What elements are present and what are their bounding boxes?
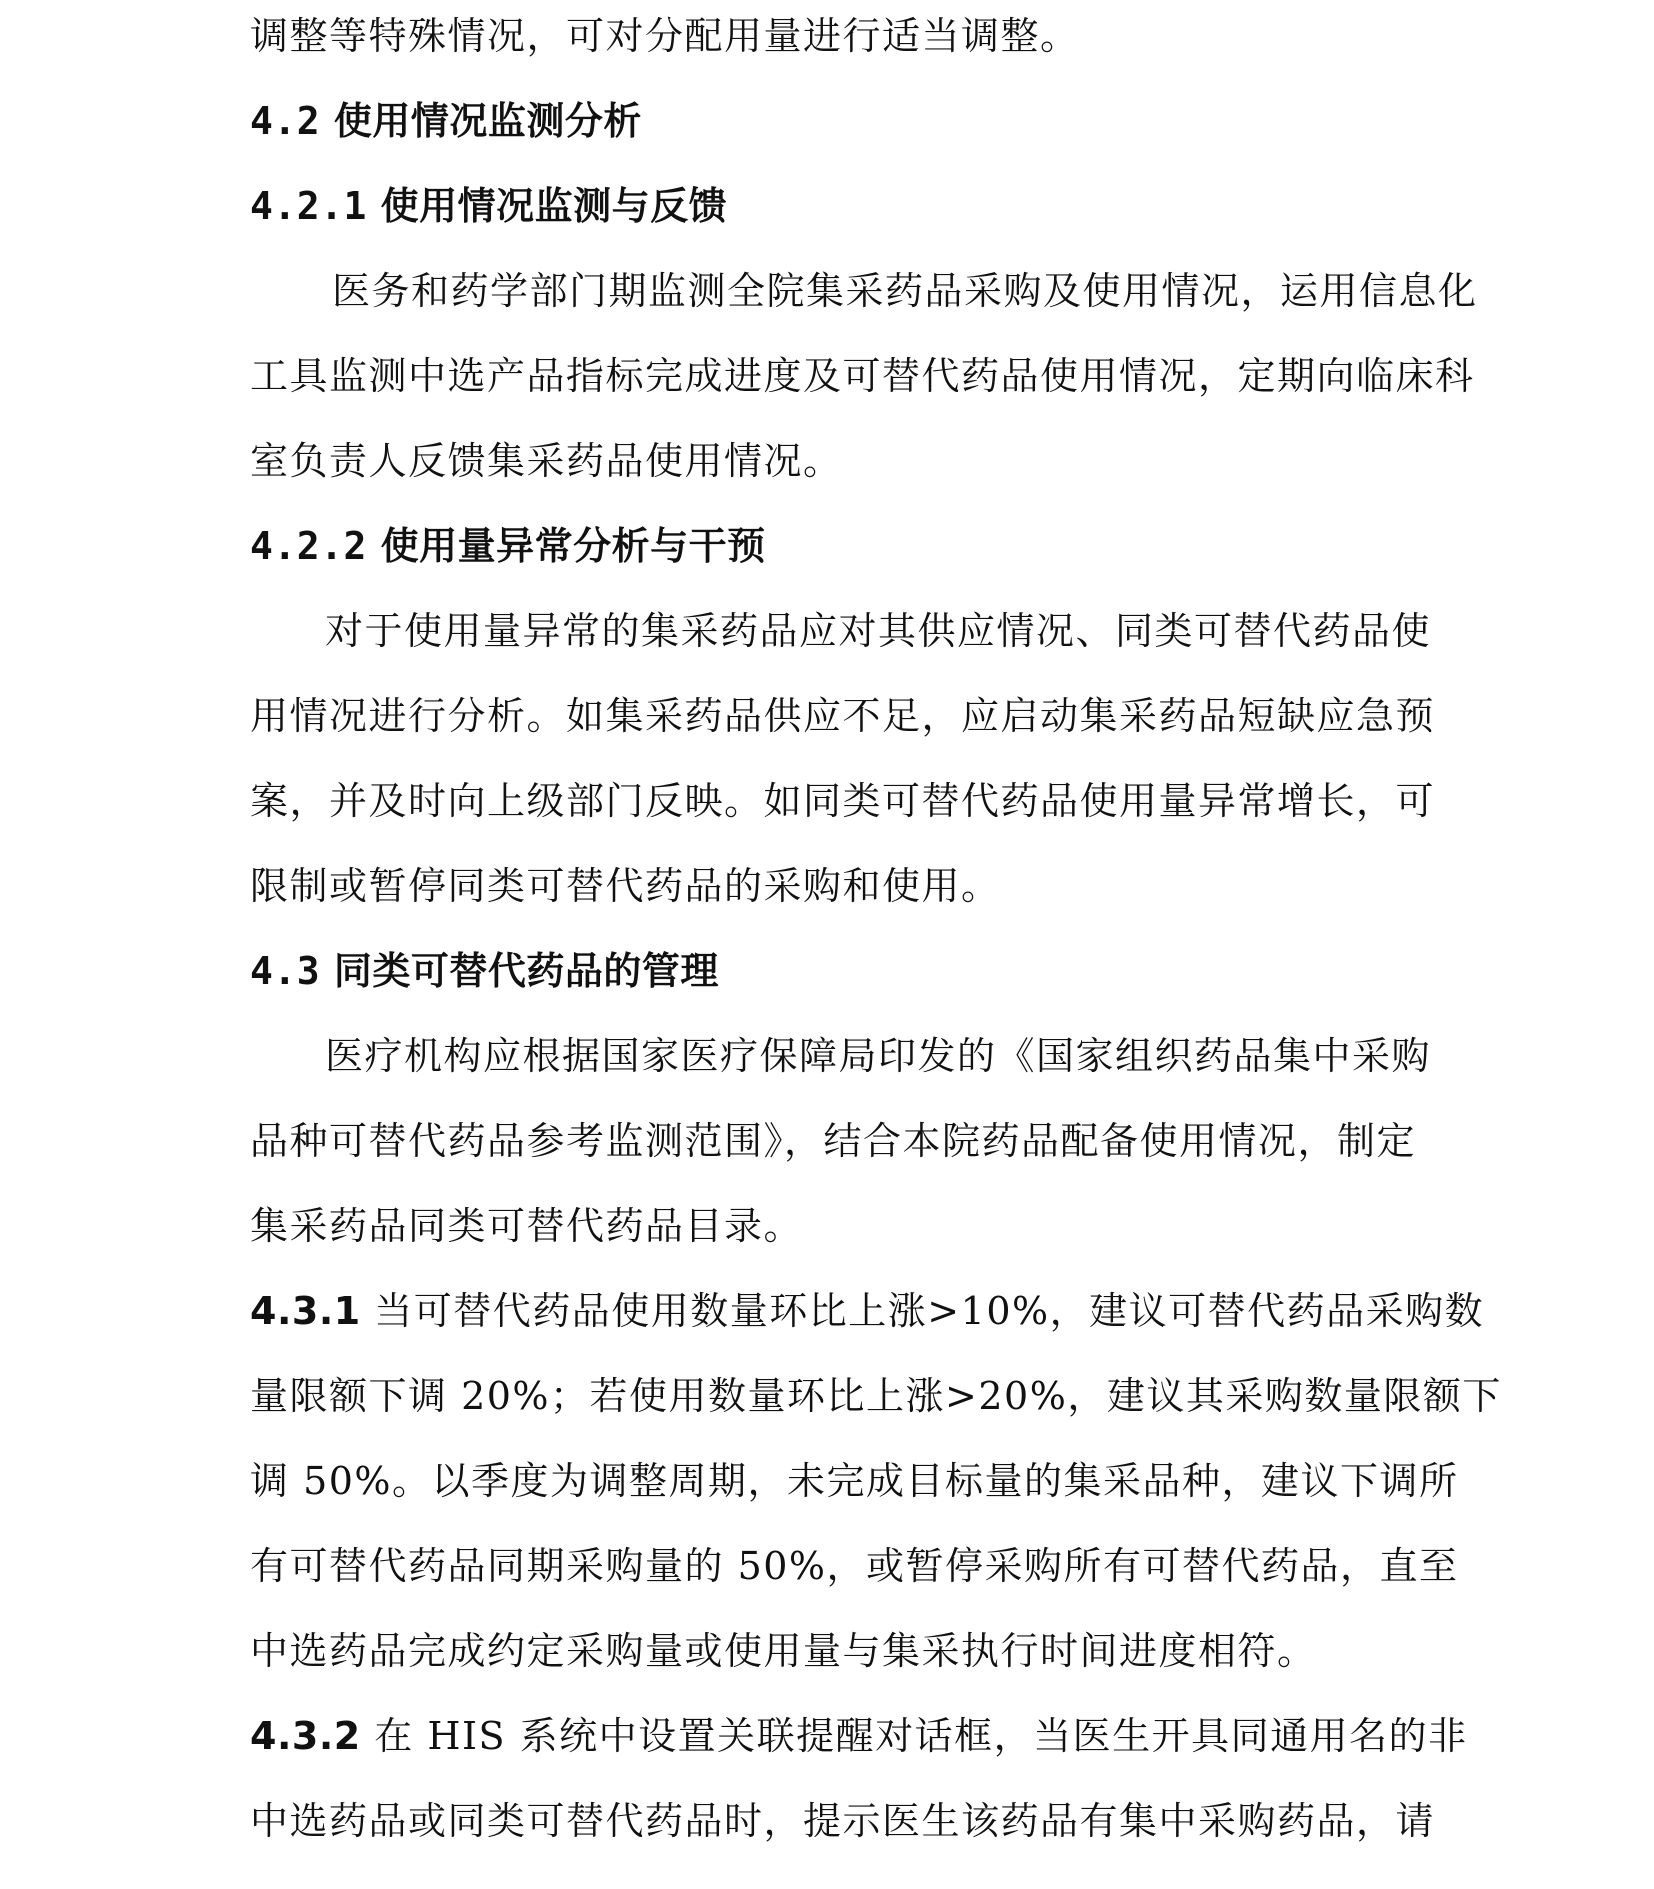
paragraph-line: 对于使用量异常的集采药品应对其供应情况、同类可替代药品使 (325, 609, 1432, 653)
section-number: 4.2.2 (250, 524, 367, 568)
clause-text: 在 HIS 系统中设置关联提醒对话框，当医生开具同通用名的非 (374, 1714, 1468, 1758)
subsection-heading (250, 183, 727, 229)
section-number: 4.2 (250, 99, 321, 143)
paragraph-line: 调整等特殊情况，可对分配用量进行适当调整。 (250, 14, 1080, 58)
paragraph-line: 品种可替代药品参考监测范围》，结合本院药品配备使用情况，制定 (250, 1119, 1417, 1163)
paragraph-line: 量限额下调 20%；若使用数量环比上涨>20%，建议其采购数量限额下 (250, 1374, 1502, 1418)
clause-number: 4.3.1 (250, 1289, 361, 1333)
paragraph-line: 限制或暂停同类可替代药品的采购和使用。 (250, 864, 1001, 908)
paragraph-line: 调 50%。以季度为调整周期，未完成目标量的集采品种，建议下调所 (250, 1459, 1459, 1503)
section-heading (250, 98, 642, 144)
subsection-heading (250, 523, 766, 569)
paragraph-line: 中选药品完成约定采购量或使用量与集采执行时间进度相符。 (250, 1629, 1317, 1673)
paragraph-line: 用情况进行分析。如集采药品供应不足，应启动集采药品短缺应急预 (250, 694, 1436, 738)
section-number: 4.3 (250, 949, 321, 993)
paragraph-line: 中选药品或同类可替代药品时，提示医生该药品有集中采购药品，请 (250, 1799, 1436, 1843)
paragraph-line: 有可替代药品同期采购量的 50%，或暂停采购所有可替代药品，直至 (250, 1544, 1459, 1588)
paragraph-line: 医务和药学部门期监测全院集采药品采购及使用情况，运用信息化 (332, 269, 1478, 313)
section-title: 使用情况监测分析 (333, 99, 642, 143)
numbered-clause-line (250, 1713, 1468, 1759)
paragraph-line: 工具监测中选产品指标完成进度及可替代药品使用情况，定期向临床科 (250, 354, 1475, 398)
clause-number: 4.3.2 (250, 1714, 361, 1758)
section-title: 使用情况监测与反馈 (380, 184, 728, 228)
paragraph-line: 案，并及时向上级部门反映。如同类可替代药品使用量异常增长，可 (250, 779, 1436, 823)
section-heading (250, 948, 719, 994)
paragraph-line: 医疗机构应根据国家医疗保障局印发的《国家组织药品集中采购 (325, 1034, 1432, 1078)
paragraph-line: 室负责人反馈集采药品使用情况。 (250, 439, 843, 483)
section-title: 使用量异常分析与干预 (380, 524, 766, 568)
paragraph-line: 集采药品同类可替代药品目录。 (250, 1204, 804, 1248)
section-title: 同类可替代药品的管理 (333, 949, 719, 993)
clause-text: 当可替代药品使用数量环比上涨>10%，建议可替代药品采购数 (374, 1289, 1485, 1333)
section-number: 4.2.1 (250, 184, 367, 228)
numbered-clause-line (250, 1288, 1484, 1334)
